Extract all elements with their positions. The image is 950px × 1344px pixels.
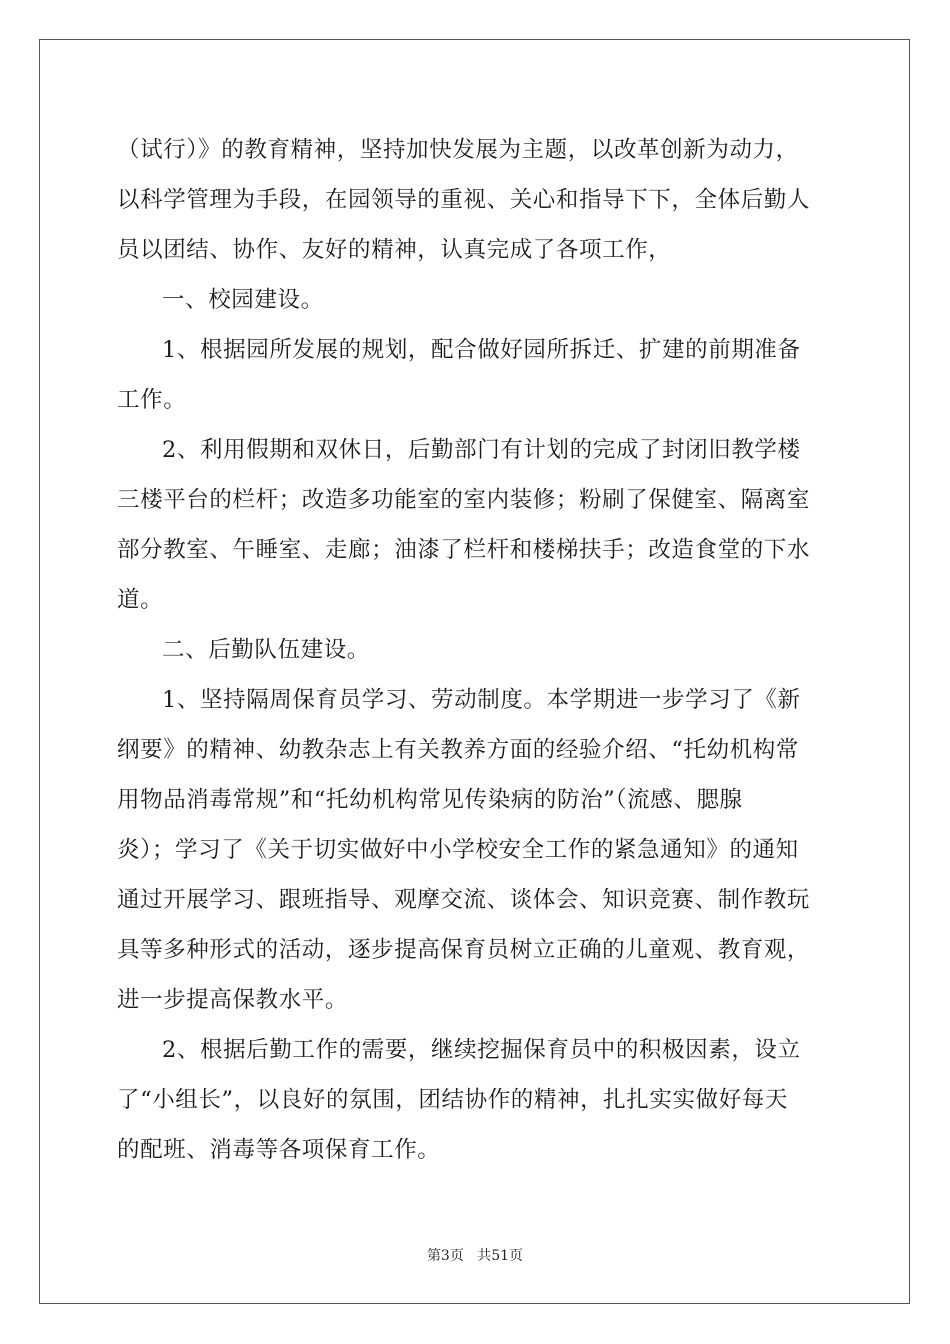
text-line: 的配班、消毒等各项保育工作。: [117, 1137, 441, 1163]
text-line: 1、坚持隔周保育员学习、劳动制度。本学期进一步学习了《新: [162, 687, 801, 713]
text-line: 道。: [117, 587, 164, 613]
page-number: 第3页: [426, 1248, 464, 1264]
page-total: 共51页: [477, 1248, 524, 1264]
text-line: 1、根据园所发展的规划，配合做好园所拆迁、扩建的前期准备: [162, 337, 801, 363]
text-line: 员以团结、协作、友好的精神，认真完成了各项工作，: [117, 237, 672, 263]
text-line: 2、根据后勤工作的需要，继续挖掘保育员中的积极因素，设立: [162, 1037, 801, 1063]
text-line: 具等多种形式的活动，逐步提高保育员树立正确的儿童观、教育观，: [117, 937, 811, 963]
text-line: 用物品消毒常规”和“托幼机构常见传染病的防治”（流感、腮腺: [117, 787, 743, 813]
text-line: 工作。: [117, 387, 187, 413]
text-line: 部分教室、午睡室、走廊；油漆了栏杆和楼梯扶手；改造食堂的下水: [117, 537, 811, 563]
text-line: 炎）；学习了《关于切实做好中小学校安全工作的紧急通知》的通知: [117, 837, 799, 863]
text-line: （试行）》的教育精神，坚持加快发展为主题，以改革创新为动力，: [117, 137, 799, 163]
page-footer: [0, 1245, 950, 1265]
text-line: 2、利用假期和双休日，后勤部门有计划的完成了封闭旧教学楼: [162, 437, 801, 463]
text-line: 进一步提高保教水平。: [117, 987, 349, 1013]
text-line: 以科学管理为手段，在园领导的重视、关心和指导下下，全体后勤人: [117, 187, 811, 213]
text-line: 纲要》的精神、幼教杂志上有关教养方面的经验介绍、“托幼机构常: [117, 737, 800, 763]
text-line: 三楼平台的栏杆；改造多功能室的室内装修；粉刷了保健室、隔离室: [117, 487, 811, 513]
text-line: 了“小组长”，以良好的氛围，团结协作的精神，扎扎实实做好每天: [117, 1087, 789, 1113]
section-heading: 一、校园建设。: [162, 287, 324, 313]
text-line: 通过开展学习、跟班指导、观摩交流、谈体会、知识竞赛、制作教玩: [117, 887, 811, 913]
section-heading: 二、后勤队伍建设。: [162, 637, 370, 663]
